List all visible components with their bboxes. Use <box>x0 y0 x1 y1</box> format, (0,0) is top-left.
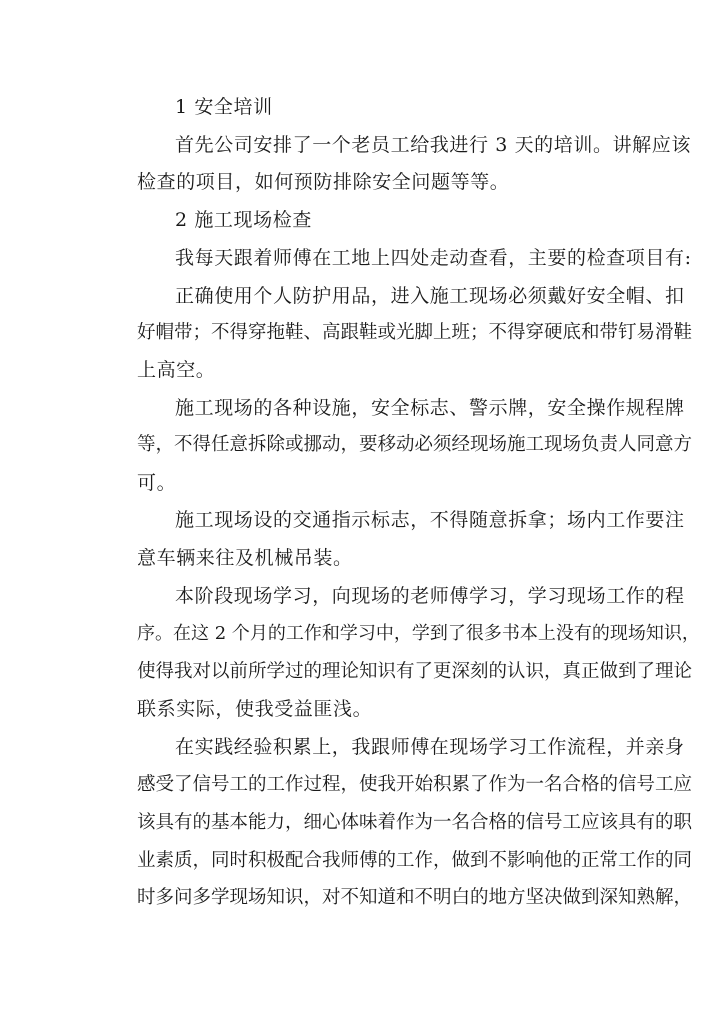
paragraph-line: 可。 <box>137 472 177 494</box>
paragraph-line: 联系实际，使我受益匪浅。 <box>137 698 373 720</box>
paragraph-line: 该具有的基本能力，细心体味着作为一名合格的信号工应该具有的职 <box>137 812 693 833</box>
paragraph-line: 首先公司安排了一个老员工给我进行 3 天的培训。讲解应该 <box>175 134 691 156</box>
paragraph-line: 检查的项目，如何预防排除安全问题等等。 <box>137 171 510 193</box>
paragraph-line: 本阶段现场学习，向现场的老师傅学习，学习现场工作的程 <box>175 585 685 607</box>
paragraph-line: 等，不得任意拆除或挪动，要移动必须经现场施工现场负责人同意方 <box>137 434 693 455</box>
paragraph-line: 意车辆来往及机械吊装。 <box>137 547 353 569</box>
section-heading-site-inspection: 2 施工现场检查 <box>175 209 312 231</box>
paragraph-line: 上高空。 <box>137 359 216 381</box>
paragraph-line: 我每天跟着师傅在工地上四处走动查看，主要的检查项目有: <box>175 247 692 269</box>
section-heading-safety-training: 1 安全培训 <box>175 96 273 118</box>
paragraph-line: 时多问多学现场知识，对不知道和不明白的地方坚决做到深知熟解， <box>137 887 693 908</box>
paragraph-line: 使得我对以前所学过的理论知识有了更深刻的认识，真正做到了理论 <box>137 661 693 682</box>
paragraph-line: 感受了信号工的工作过程，使我开始积累了作为一名合格的信号工应 <box>137 774 693 795</box>
paragraph-line: 在实践经验积累上，我跟师傅在现场学习工作流程，并亲身 <box>175 736 685 758</box>
paragraph-line: 施工现场设的交通指示标志，不得随意拆拿；场内工作要注 <box>175 509 685 531</box>
paragraph-line: 业素质，同时积极配合我师傅的工作，做到不影响他的正常工作的同 <box>137 850 693 871</box>
paragraph-line: 施工现场的各种设施，安全标志、警示牌，安全操作规程牌 <box>175 397 685 419</box>
paragraph-line: 序。在这 2 个月的工作和学习中，学到了很多书本上没有的现场知识， <box>137 623 700 644</box>
paragraph-line: 正确使用个人防护用品，进入施工现场必须戴好安全帽、扣 <box>175 285 685 307</box>
paragraph-line: 好帽带；不得穿拖鞋、高跟鞋或光脚上班；不得穿硬底和带钉易滑鞋 <box>137 322 693 343</box>
